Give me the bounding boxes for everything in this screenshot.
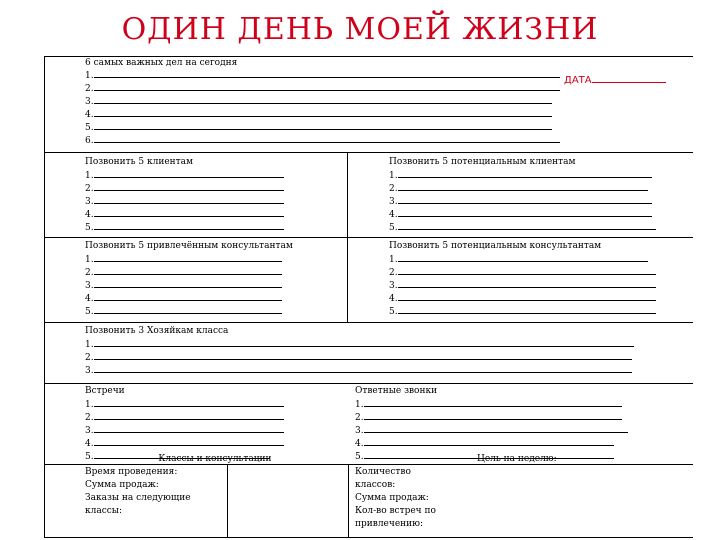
meeting-line-2[interactable]: 2.: [85, 410, 284, 425]
client-line-2[interactable]: 2.: [85, 181, 284, 196]
divider: [45, 322, 693, 323]
potential-consultant-line-2[interactable]: 2.: [389, 265, 656, 280]
week-goal-meetings-1: Кол-во встреч по: [355, 506, 436, 516]
recruited-heading: Позвонить 5 привлечённым консультантам: [85, 241, 293, 251]
return-call-line-5[interactable]: 5.: [355, 449, 614, 464]
task-line-2[interactable]: 2.: [85, 81, 560, 96]
client-line-3[interactable]: 3.: [85, 194, 284, 209]
potential-consultants-heading: Позвонить 5 потенциальным консультантам: [389, 241, 602, 251]
task-line-1[interactable]: 1.: [85, 68, 560, 83]
task-line-4[interactable]: 4.: [85, 107, 552, 122]
return-call-line-1[interactable]: 1.: [355, 397, 622, 412]
classes-heading: Классы и консультации: [158, 454, 272, 464]
task-line-6[interactable]: 6.: [85, 133, 560, 148]
potential-clients-heading: Позвонить 5 потенциальным клиентам: [389, 157, 576, 167]
potential-consultant-line-4[interactable]: 4.: [389, 291, 656, 306]
recruited-line-5[interactable]: 5.: [85, 304, 282, 319]
host-line-1[interactable]: 1.: [85, 337, 634, 352]
recruited-line-1[interactable]: 1.: [85, 252, 282, 267]
divider: [45, 383, 693, 384]
potential-consultant-line-5[interactable]: 5.: [389, 304, 656, 319]
potential-consultant-line-3[interactable]: 3.: [389, 278, 656, 293]
meetings-heading: Встречи: [85, 386, 125, 396]
call-clients-heading: Позвонить 5 клиентам: [85, 157, 193, 167]
classes-time-label: Время проведения:: [85, 467, 178, 477]
client-line-4[interactable]: 4.: [85, 207, 284, 222]
divider: [45, 237, 693, 238]
host-line-2[interactable]: 2.: [85, 350, 632, 365]
week-goal-classes-2: классов:: [355, 480, 396, 490]
planner-frame: [44, 56, 693, 538]
host-line-3[interactable]: 3.: [85, 363, 632, 378]
divider: [45, 152, 693, 153]
return-call-line-3[interactable]: 3.: [355, 423, 628, 438]
column-divider: [227, 464, 228, 537]
return-call-line-2[interactable]: 2.: [355, 410, 622, 425]
meeting-line-5[interactable]: 5.: [85, 449, 270, 464]
task-line-3[interactable]: 3.: [85, 94, 552, 109]
potential-client-line-2[interactable]: 2.: [389, 181, 648, 196]
task-line-5[interactable]: 5.: [85, 120, 552, 135]
date-label: ДАТА: [564, 75, 592, 86]
recruited-line-3[interactable]: 3.: [85, 278, 282, 293]
column-divider: [348, 464, 349, 537]
classes-booked-label: Заказы на следующие: [85, 493, 191, 503]
week-goal-classes-1: Количество: [355, 467, 411, 477]
classes-sales-label: Сумма продаж:: [85, 480, 159, 490]
potential-client-line-3[interactable]: 3.: [389, 194, 652, 209]
recruited-line-2[interactable]: 2.: [85, 265, 282, 280]
meeting-line-4[interactable]: 4.: [85, 436, 284, 451]
client-line-1[interactable]: 1.: [85, 168, 284, 183]
meeting-line-3[interactable]: 3.: [85, 423, 284, 438]
potential-client-line-1[interactable]: 1.: [389, 168, 652, 183]
potential-client-line-4[interactable]: 4.: [389, 207, 652, 222]
week-goal-meetings-2: привлечению:: [355, 519, 424, 529]
week-goal-sales: Сумма продаж:: [355, 493, 429, 503]
column-divider: [347, 152, 348, 322]
client-line-5[interactable]: 5.: [85, 220, 284, 235]
classes-booked-label-2: классы:: [85, 506, 122, 516]
page-title: ОДИН ДЕНЬ МОЕЙ ЖИЗНИ: [121, 12, 599, 47]
potential-client-line-5[interactable]: 5.: [389, 220, 656, 235]
tasks-heading: 6 самых важных дел на сегодня: [85, 58, 238, 68]
potential-consultant-line-1[interactable]: 1.: [389, 252, 648, 267]
return-calls-heading: Ответные звонки: [355, 386, 438, 396]
hosts-heading: Позвонить 3 Хозяйкам класса: [85, 326, 229, 336]
recruited-line-4[interactable]: 4.: [85, 291, 282, 306]
meeting-line-1[interactable]: 1.: [85, 397, 284, 412]
week-goal-heading: Цель на неделю:: [477, 454, 557, 464]
return-call-line-4[interactable]: 4.: [355, 436, 614, 451]
